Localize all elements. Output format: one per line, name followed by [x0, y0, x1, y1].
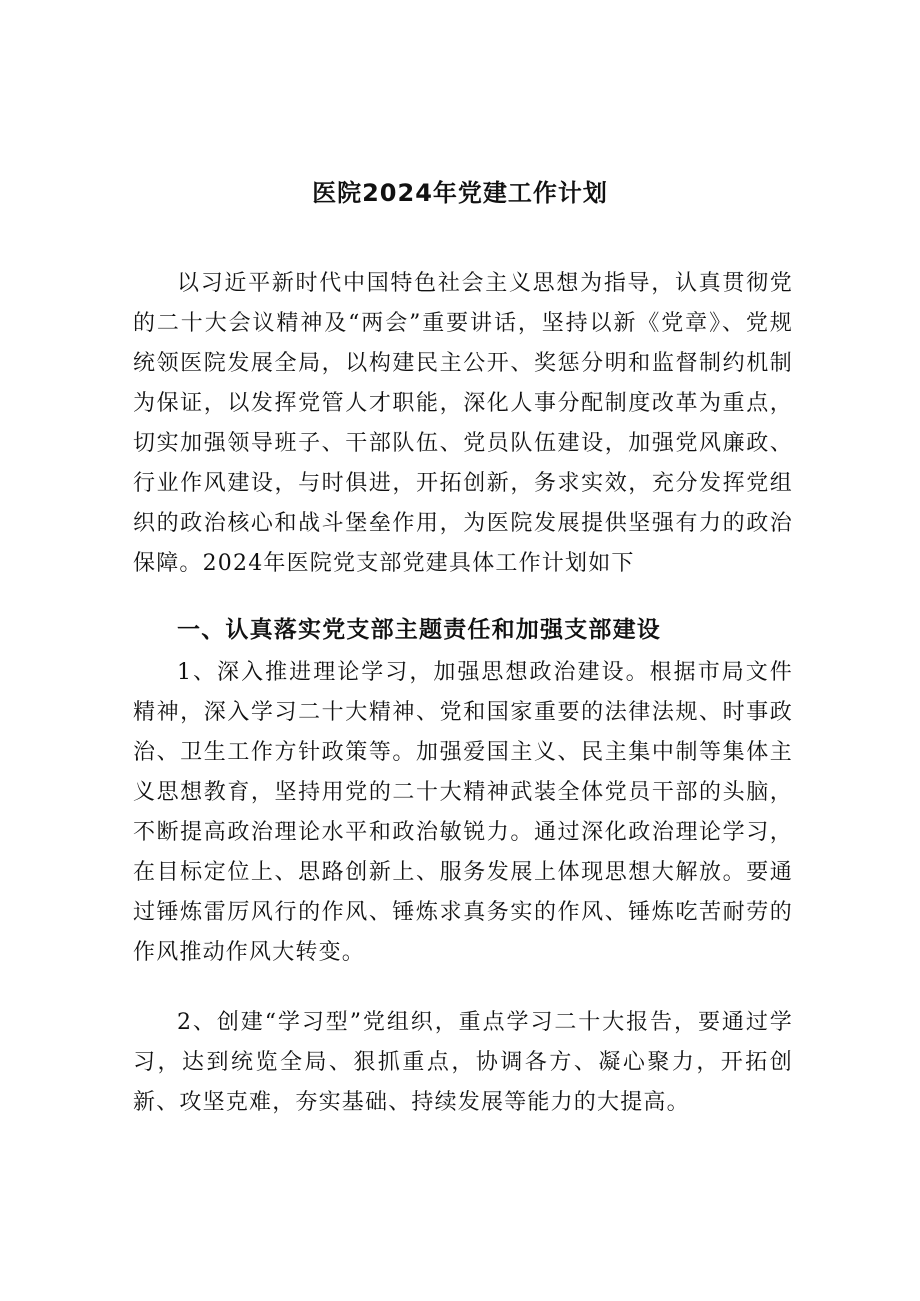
document-title: 医院2024年党建工作计划: [312, 179, 608, 207]
item-paragraph-1: 1、深入推进理论学习，加强思想政治建设。根据市局文件精神，深入学习二十大精神、党和国家重要的法律法规、时事政治、卫生工作方针政策等。加强爱国主义、民主集中制等集体主义思想教育，坚持用党的二十大精神武装全体党员干部的头脑，不断提高政治理论水平和政治敏锐力。通过深化政治理论学习，在目标定位上、思路创新上、服务发展上体现思想大解放。要通过锤炼雷厉风行的作风、锤炼求真务实的作风、锤炼吃苦耐劳的作风推动作风大转变。: [133, 660, 793, 965]
intro-paragraph: 以习近平新时代中国特色社会主义思想为指导，认真贯彻党的二十大会议精神及“两会”重要讲话，坚持以新《党章》、党规统领医院发展全局，以构建民主公开、奖惩分明和监督制约机制为保证，以发挥党管人才职能，深化人事分配制度改革为重点，切实加强领导班子、干部队伍、党员队伍建设，加强党风廉政、行业作风建设，与时俱进，开拓创新，务求实效，充分发挥党组织的政治核心和战斗堡垒作用，为医院发展提供坚强有力的政治保障。2024年医院党支部党建具体工作计划如下: [133, 271, 793, 576]
section-heading: 一、认真落实党支部主题责任和加强支部建设: [177, 617, 661, 643]
item-paragraph-2: 2、创建“学习型”党组织，重点学习二十大报告，要通过学习，达到统览全局、狠抓重点，协调各方、凝心聚力，开拓创新、攻坚克难，夯实基础、持续发展等能力的大提高。: [133, 1010, 793, 1115]
